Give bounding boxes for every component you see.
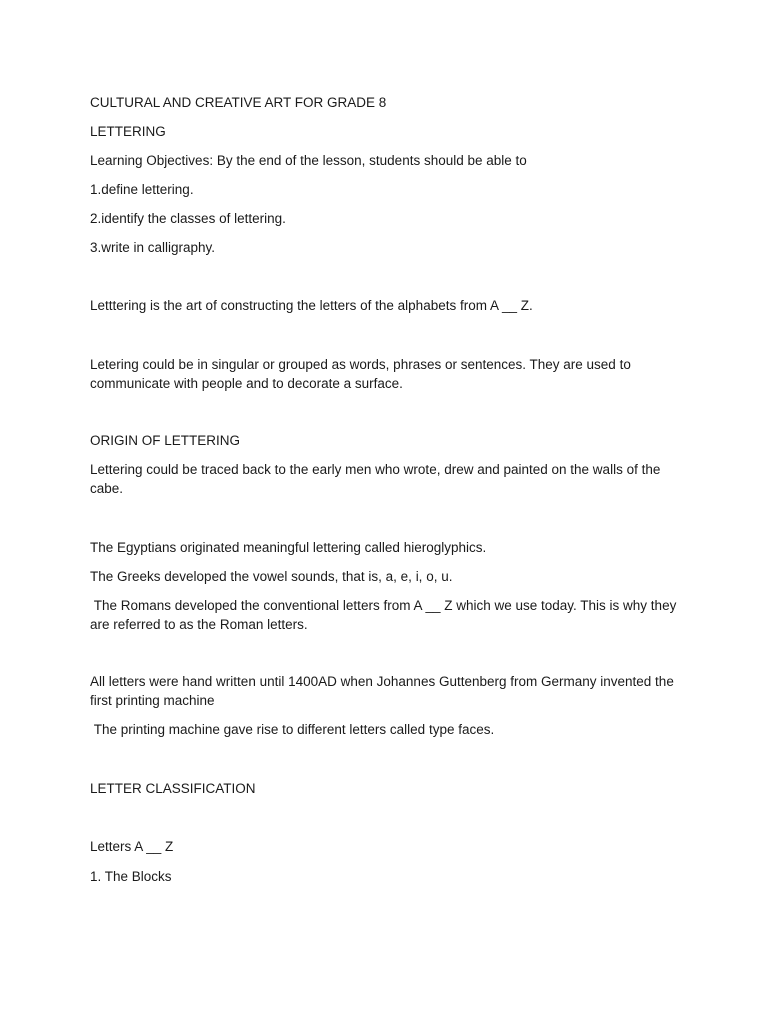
romans-paragraph: The Romans developed the conventional letters from A __ Z which we use today. This is why they are referred to as the Roman letters.: [90, 598, 681, 632]
objectives-intro: Learning Objectives: By the end of the lesson, students should be able to: [90, 153, 527, 168]
greeks-paragraph: The Greeks developed the vowel sounds, that is, a, e, i, o, u.: [90, 569, 453, 584]
document-title: CULTURAL AND CREATIVE ART FOR GRADE 8: [90, 95, 387, 110]
objective-item: 2.identify the classes of lettering.: [90, 211, 286, 226]
origin-heading: ORIGIN OF LETTERING: [90, 433, 241, 448]
typefaces-paragraph: The printing machine gave rise to different letters called type faces.: [90, 722, 495, 737]
origin-paragraph: Lettering could be traced back to the early men who wrote, drew and painted on the walls of the cabe.: [90, 462, 665, 496]
lesson-topic: LETTERING: [90, 124, 166, 139]
objective-item: 3.write in calligraphy.: [90, 240, 216, 255]
usage-paragraph: Letering could be in singular or grouped as words, phrases or sentences. They are used to communicate with people and to decorate a surface.: [90, 357, 635, 391]
definition-paragraph: Letttering is the art of constructing the letters of the alphabets from A __ Z.: [90, 298, 533, 313]
classification-heading: LETTER CLASSIFICATION: [90, 781, 256, 796]
egyptians-paragraph: The Egyptians originated meaningful lettering called hieroglyphics.: [90, 540, 487, 555]
class-item-blocks: 1. The Blocks: [90, 869, 172, 884]
objective-item: 1.define lettering.: [90, 182, 194, 197]
letters-range: Letters A __ Z: [90, 839, 174, 854]
printing-paragraph: All letters were hand written until 1400AD when Johannes Guttenberg from Germany invented the first printing machine: [90, 674, 678, 708]
